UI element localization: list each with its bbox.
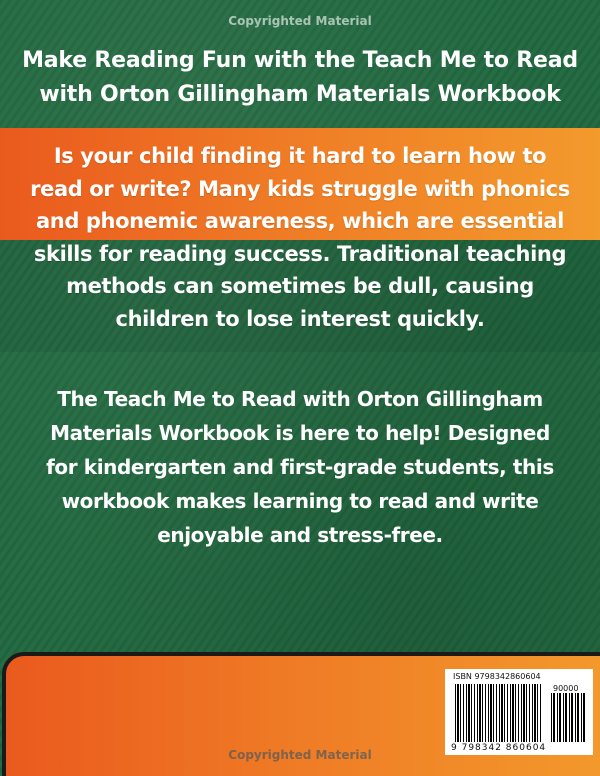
paragraph-line: for kindergarten and first-grade students, this <box>46 455 554 479</box>
price-code: 90000 <box>553 684 579 693</box>
isbn-barcode <box>445 669 593 755</box>
price-barcode-bars <box>551 693 587 742</box>
watermark-top: Copyrighted Material <box>228 14 372 28</box>
paragraph-line: Is your child finding it hard to learn how to <box>53 144 547 168</box>
paragraph-line: methods can sometimes be dull, causing <box>66 274 534 298</box>
barcode-bars <box>455 684 543 742</box>
isbn-label: ISBN 9798342860604 <box>453 672 541 681</box>
headline-line: with Orton Gillingham Materials Workbook <box>39 82 561 107</box>
description-paragraph <box>10 382 590 552</box>
paragraph-line: children to lose interest quickly. <box>115 306 485 331</box>
paragraph-line: Materials Workbook is here to help! Designed <box>50 421 550 445</box>
cover-headline <box>0 44 600 112</box>
intro-paragraph <box>10 140 590 335</box>
headline-line: Make Reading Fun with the Teach Me to Read <box>22 48 578 73</box>
paragraph-line: The Teach Me to Read with Orton Gillingham <box>57 387 543 411</box>
paragraph-line: enjoyable and stress-free. <box>157 523 443 547</box>
watermark-bottom: Copyrighted Material <box>228 748 372 762</box>
paragraph-line: and phonemic awareness, which are essential <box>36 209 564 233</box>
paragraph-line: skills for reading success. Traditional teaching <box>33 241 567 266</box>
paragraph-line: workbook makes learning to read and write <box>61 489 539 513</box>
barcode-digits: 9 798342 860604 <box>451 743 547 753</box>
paragraph-line: read or write? Many kids struggle with phonics <box>30 176 570 201</box>
